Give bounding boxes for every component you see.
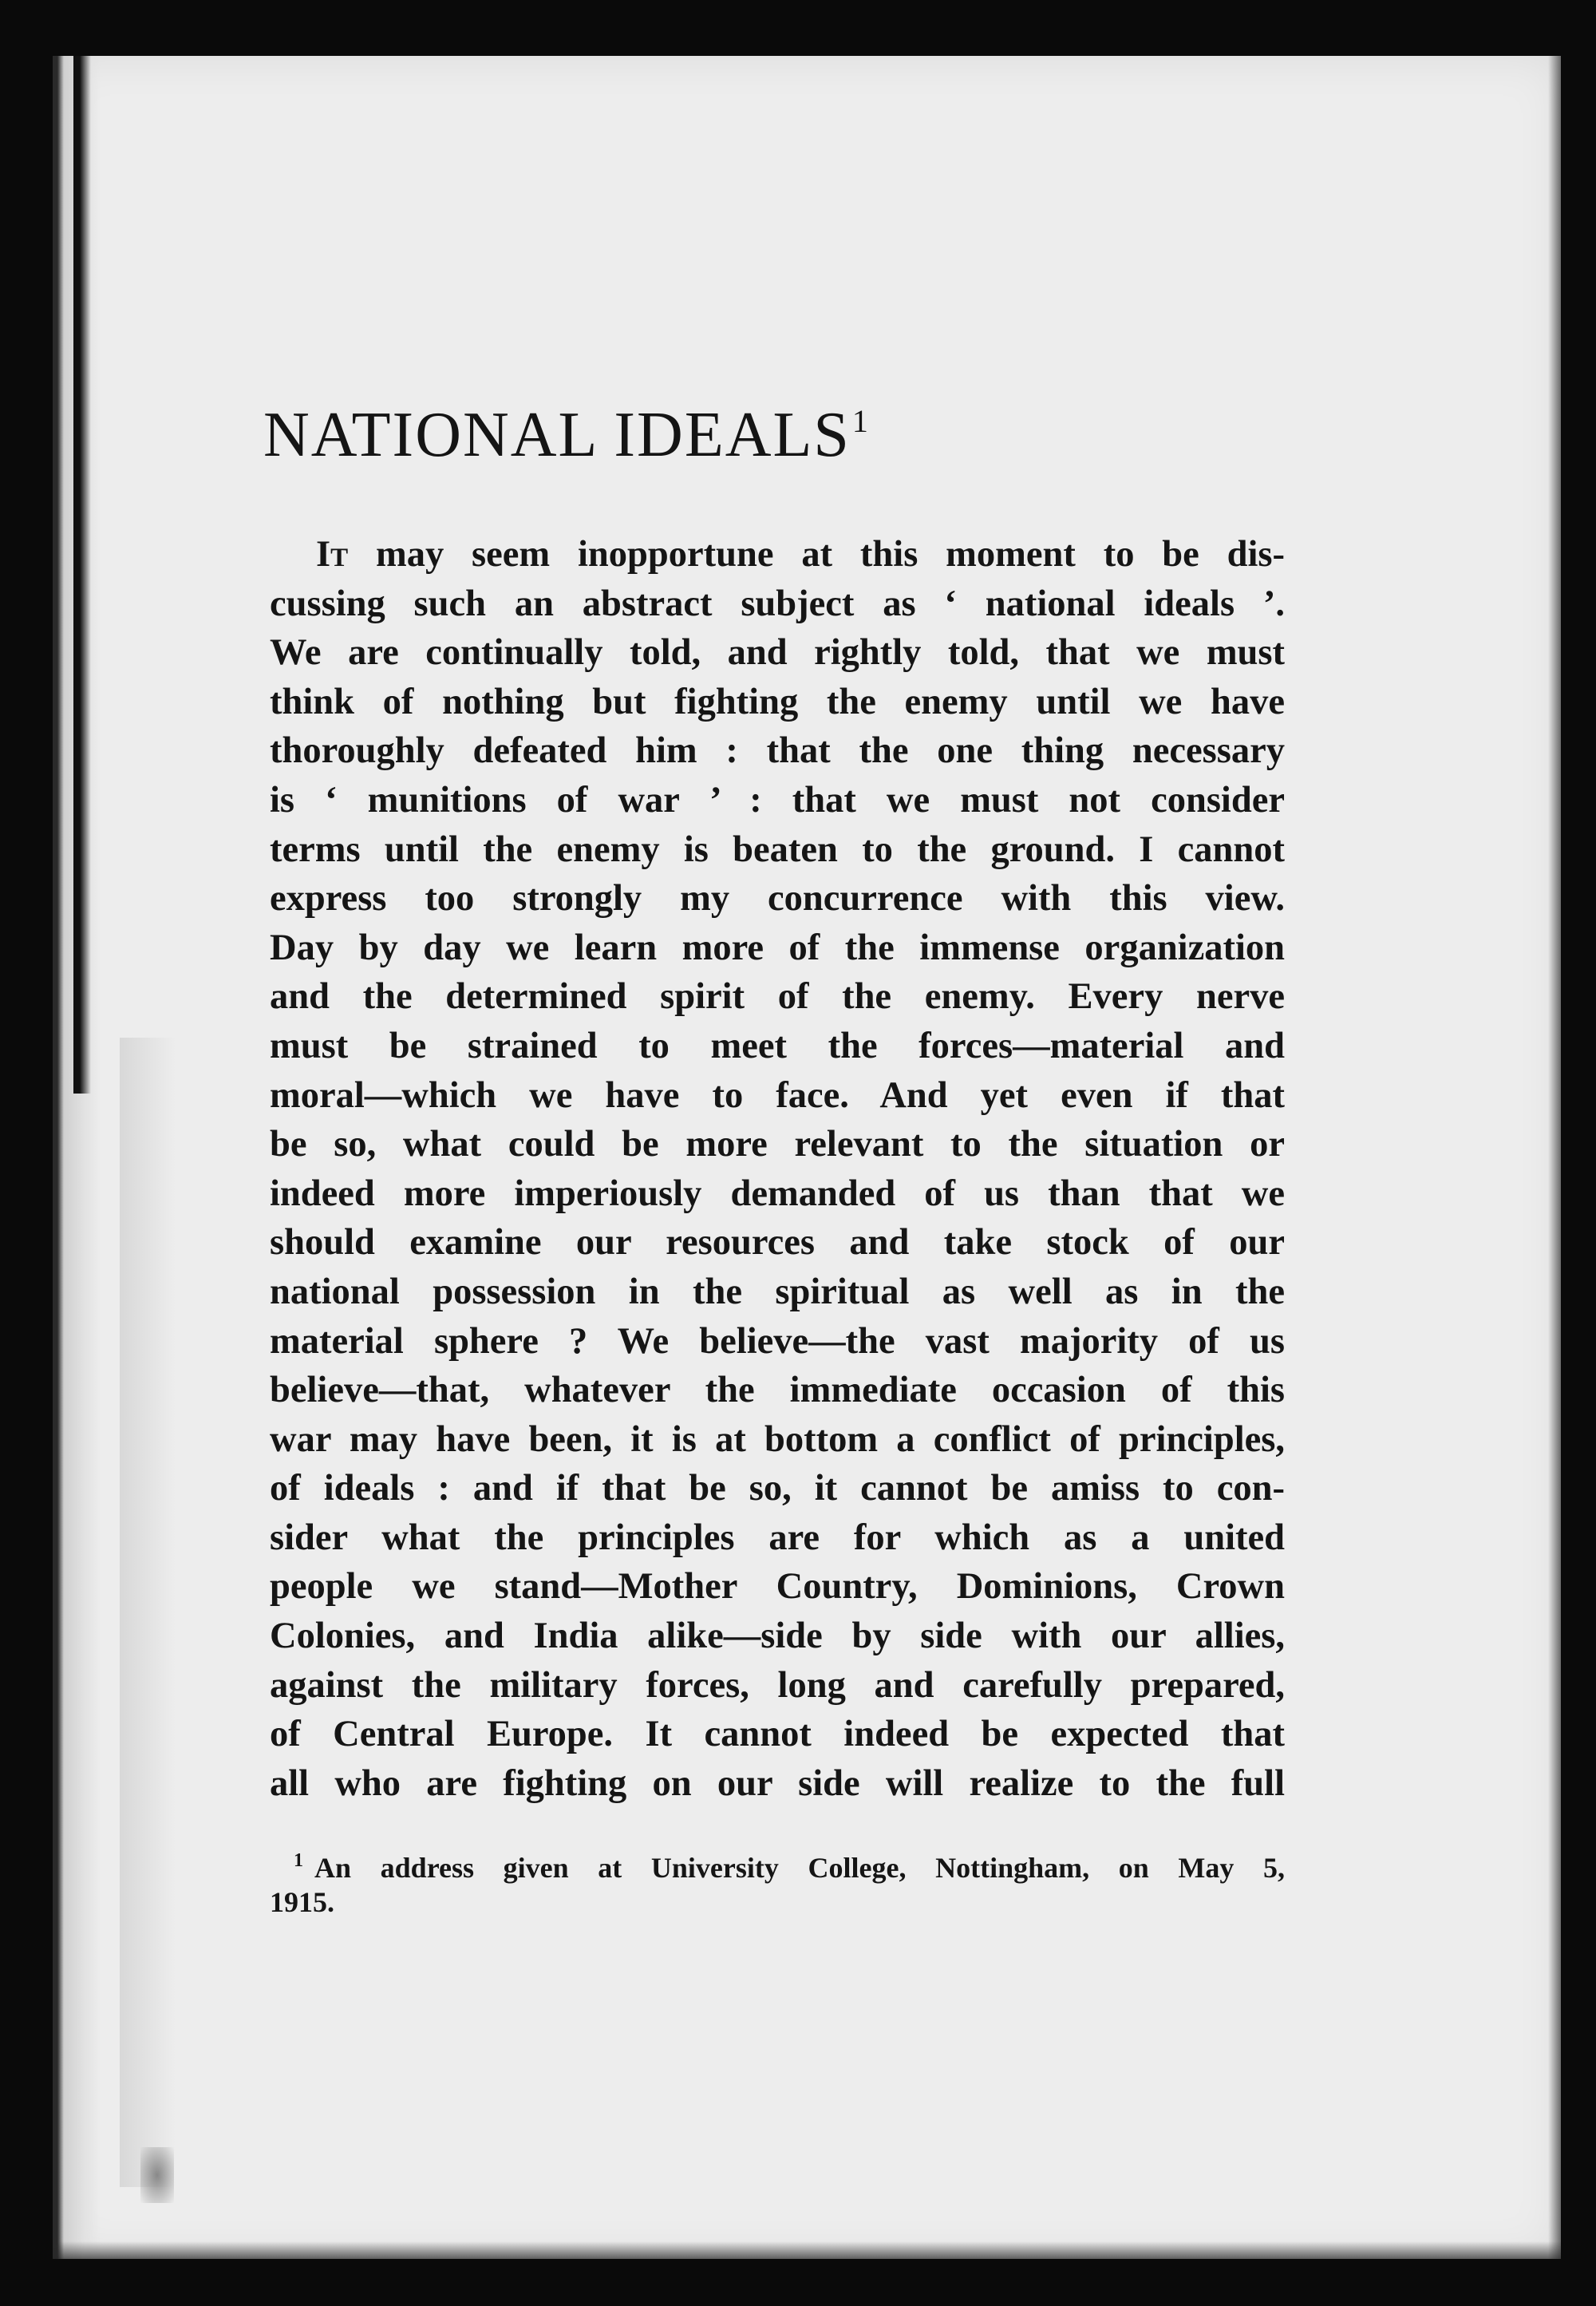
body-line: moral—which we have to face. And yet even if that xyxy=(270,1074,1285,1116)
footnote-line-1 xyxy=(270,1840,1285,1884)
body-line: We are continually told, and rightly told, that we must xyxy=(270,632,1285,674)
body-line: sider what the principles are for which as a united xyxy=(270,1517,1285,1558)
body-line: terms until the enemy is beaten to the ground. I cannot xyxy=(270,829,1285,870)
body-line: thoroughly defeated him : that the one thing necessary xyxy=(270,730,1285,772)
bottom-page-edge xyxy=(53,2241,1561,2259)
body-line: cussing such an abstract subject as ‘ national ideals ’. xyxy=(270,583,1285,624)
title-text: NATIONAL IDEALS xyxy=(263,400,851,470)
body-paragraph xyxy=(270,530,1285,1808)
body-line: think of nothing but fighting the enemy until we have xyxy=(270,681,1285,722)
title-footnote-ref: 1 xyxy=(851,403,870,439)
body-line: and the determined spirit of the enemy. Every nerve xyxy=(270,976,1285,1018)
body-line: be so, what could be more relevant to the situation or xyxy=(270,1124,1285,1165)
body-line: believe—that, whatever the immediate occasion of this xyxy=(270,1370,1285,1411)
page-title xyxy=(263,399,1141,472)
body-line: of Central Europe. It cannot indeed be expected that xyxy=(270,1714,1285,1755)
body-line: of ideals : and if that be so, it cannot be amiss to con- xyxy=(270,1468,1285,1509)
body-line: should examine our resources and take stock of our xyxy=(270,1222,1285,1264)
body-line: material sphere ? We believe—the vast majority of us xyxy=(270,1320,1285,1362)
body-line-last: all who are fighting on our side will realize to the full xyxy=(270,1762,1285,1804)
body-line: express too strongly my concurrence with this view. xyxy=(270,878,1285,920)
body-line: people we stand—Mother Country, Dominions, Crown xyxy=(270,1566,1285,1608)
body-line: against the military forces, long and carefully prepared, xyxy=(270,1664,1285,1706)
ink-smudge xyxy=(140,2147,174,2203)
body-line-1 xyxy=(270,530,1285,579)
gutter-fade xyxy=(120,1038,176,2187)
footnote-marker: 1 xyxy=(294,1850,303,1871)
body-line: must be strained to meet the forces—material and xyxy=(270,1025,1285,1066)
opening-word: It xyxy=(316,534,349,575)
footnote xyxy=(270,1840,1285,1923)
footnote-line-2: 1915. xyxy=(270,1886,334,1918)
footnote-text: An address given at University College, Nottingham, on May 5, xyxy=(314,1852,1285,1884)
body-line: Day by day we learn more of the immense organization xyxy=(270,927,1285,968)
first-line-rest: may seem inopportune at this moment to be dis- xyxy=(375,534,1286,575)
body-line: Colonies, and India alike—side by side with our allies, xyxy=(270,1616,1285,1657)
gutter-dark-band xyxy=(73,56,91,1094)
body-line: war may have been, it is at bottom a conflict of principles, xyxy=(270,1418,1285,1460)
body-line: indeed more imperiously demanded of us than that we xyxy=(270,1173,1285,1214)
right-page-edge xyxy=(1548,56,1561,2259)
body-line: is ‘ munitions of war ’ : that we must not consider xyxy=(270,779,1285,821)
body-line: national possession in the spiritual as well as in the xyxy=(270,1271,1285,1312)
